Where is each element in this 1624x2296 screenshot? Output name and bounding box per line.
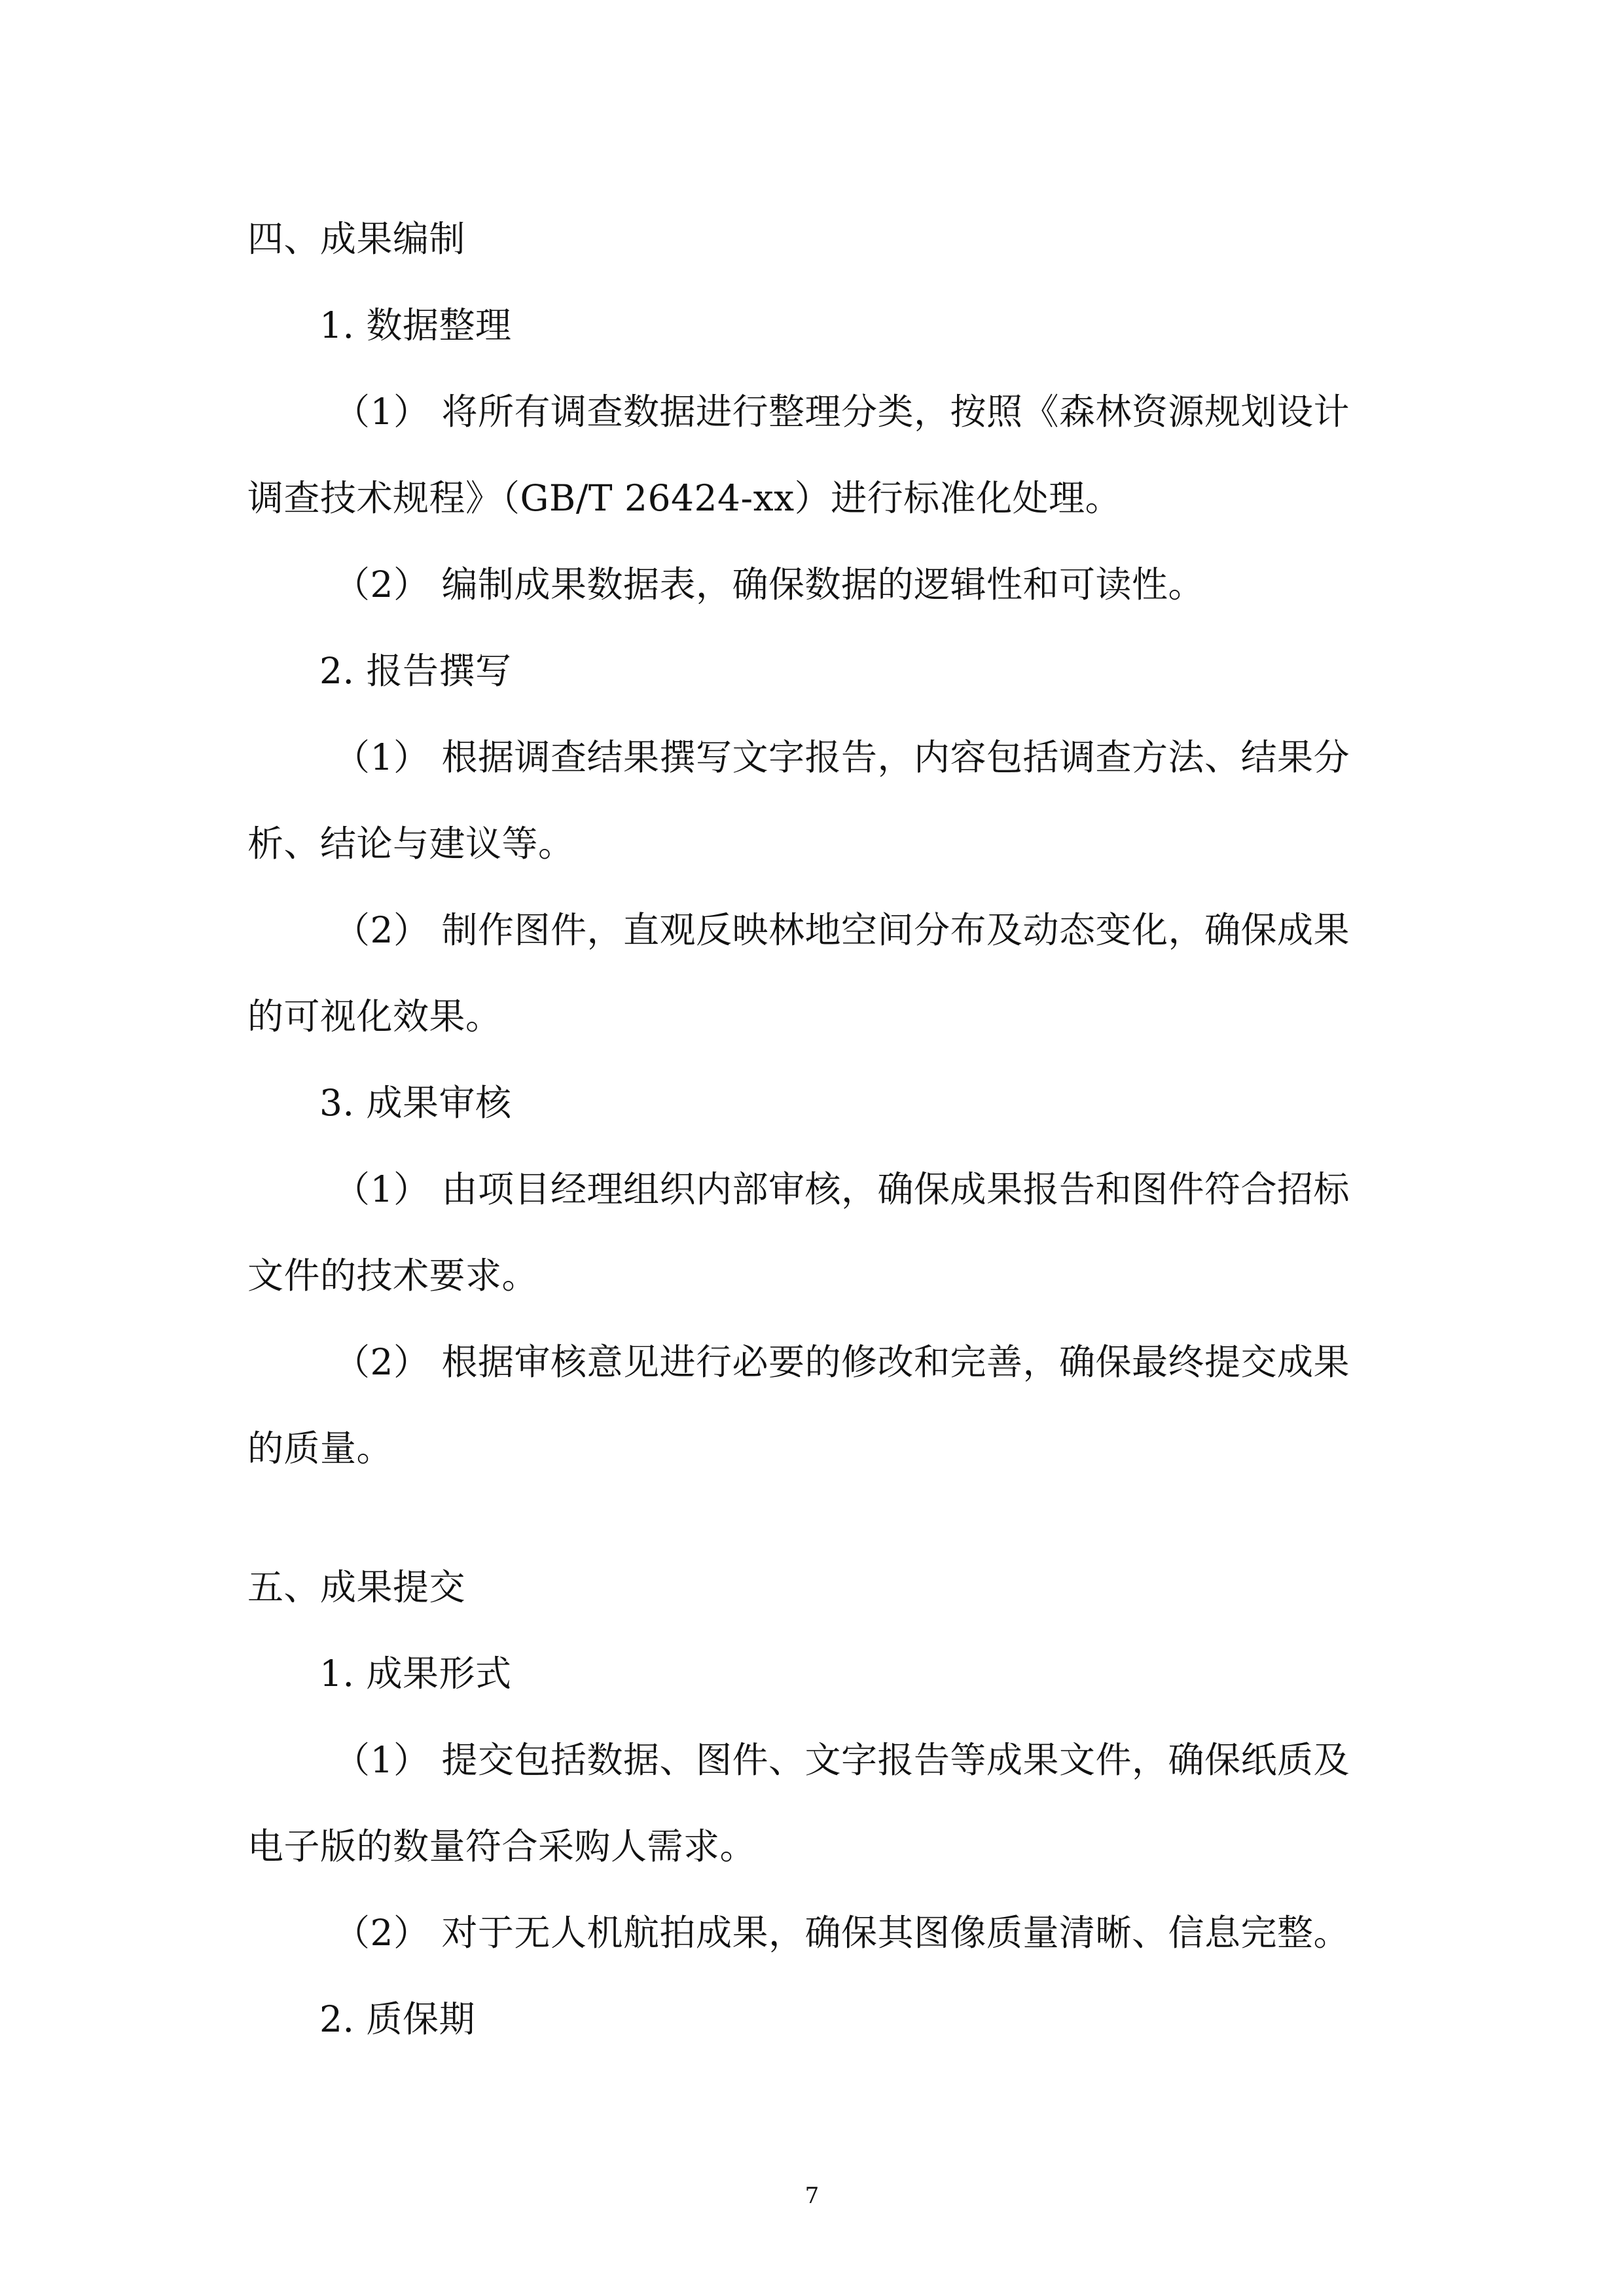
subsection-title-report-writing: 2. 报告撰写	[319, 650, 512, 692]
paragraph-line: （1） 由项目经理组织内部审核，确保成果报告和图件符合招标	[334, 1168, 1350, 1210]
paragraph-line: 文件的技术要求。	[247, 1255, 539, 1297]
paragraph-line: （2） 根据审核意见进行必要的修改和完善，确保最终提交成果	[334, 1341, 1350, 1383]
paragraph-line: 析、结论与建议等。	[247, 823, 575, 865]
paragraph-line: （1） 提交包括数据、图件、文字报告等成果文件，确保纸质及	[334, 1739, 1350, 1781]
paragraph-line: （2） 编制成果数据表，确保数据的逻辑性和可读性。	[334, 564, 1204, 605]
paragraph-line: 的质量。	[247, 1427, 393, 1469]
paragraph-line: （1） 将所有调查数据进行整理分类，按照《森林资源规划设计	[334, 391, 1350, 433]
paragraph-line: 电子版的数量符合采购人需求。	[247, 1825, 757, 1867]
paragraph-line: （2） 制作图件，直观反映林地空间分布及动态变化，确保成果	[334, 909, 1350, 951]
paragraph-line: 调查技术规程》（GB/T 26424-xx）进行标准化处理。	[247, 477, 1122, 519]
paragraph-line: （1） 根据调查结果撰写文字报告，内容包括调查方法、结果分	[334, 736, 1350, 778]
subsection-title-results-format: 1. 成果形式	[319, 1653, 512, 1695]
section-heading-results-submission: 五、成果提交	[247, 1566, 466, 1608]
page-number: 7	[804, 2183, 820, 2209]
subsection-title-warranty-period: 2. 质保期	[319, 1998, 475, 2040]
section-heading-results-compilation: 四、成果编制	[247, 218, 466, 260]
subsection-title-results-review: 3. 成果审核	[319, 1082, 512, 1124]
subsection-title-data-organization: 1. 数据整理	[319, 304, 512, 346]
paragraph-line: 的可视化效果。	[247, 996, 502, 1037]
paragraph-line: （2） 对于无人机航拍成果，确保其图像质量清晰、信息完整。	[334, 1912, 1350, 1954]
